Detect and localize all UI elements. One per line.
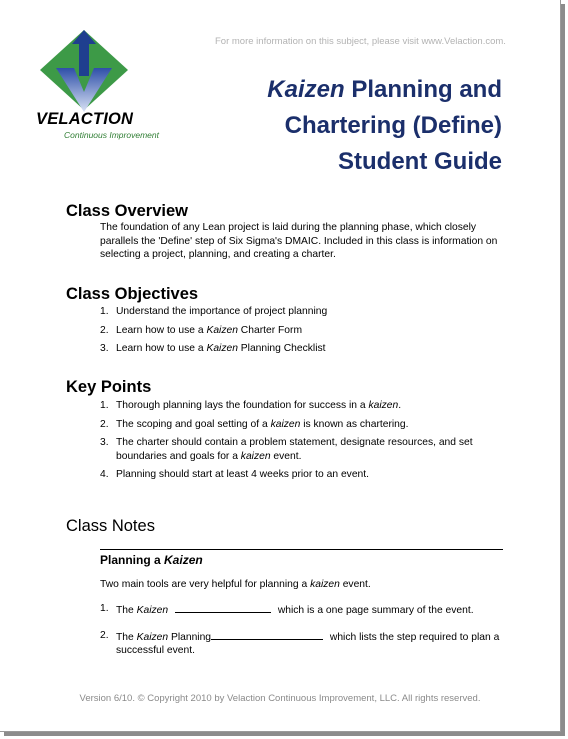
objectives-heading: Class Objectives — [66, 285, 199, 303]
document-title — [267, 72, 502, 180]
list-item: 1. The Kaizen which is a one page summary of the event. — [100, 603, 474, 616]
fill-in-blank[interactable] — [175, 602, 271, 613]
footer-copyright: Version 6/10. © Copyright 2010 by Velaction Continuous Improvement, LLC. All rights reserved. — [79, 693, 481, 704]
logo-tagline: Continuous Improvement — [64, 130, 159, 140]
list-item: 1. Understand the importance of project planning — [100, 306, 328, 317]
title-line3: Student Guide — [338, 148, 502, 175]
key-points-heading: Key Points — [66, 378, 152, 396]
section-divider — [100, 549, 503, 550]
overview-text: The foundation of any Lean project is laid during the planning phase, which closely parallels the 'Define' step of Six Sigma's DMAIC. Included in this class is information on selecting a project, planning, and creating a charter. — [100, 222, 498, 260]
title-line1: Planning and — [344, 76, 502, 103]
title-line2: Chartering (Define) — [284, 112, 502, 139]
list-item: 2. Learn how to use a Kaizen Charter Form — [100, 324, 303, 336]
list-item: 3. The charter should contain a problem statement, designate resources, and set boundaries and goals for a kaizen event. — [100, 437, 473, 462]
notes-list — [100, 602, 510, 658]
header-note: For more information on this subject, please visit www.Velaction.com. — [215, 36, 506, 47]
notes-intro: Two main tools are very helpful for planning a kaizen event. — [100, 579, 371, 590]
list-item: 2. The scoping and goal setting of a kaizen is known as chartering. — [100, 418, 409, 430]
fill-in-blank[interactable] — [211, 629, 323, 640]
overview-heading: Class Overview — [66, 202, 188, 220]
list-item: 2. The Kaizen Planning which lists the step required to plan a successful event. — [100, 629, 500, 656]
logo-name: VELACTION — [36, 110, 134, 128]
key-points-list — [100, 399, 510, 482]
class-notes-heading: Class Notes — [66, 517, 155, 535]
objectives-list — [100, 305, 510, 356]
list-item: 3. Learn how to use a Kaizen Planning Checklist — [100, 343, 326, 354]
title-emphasis: Kaizen — [267, 76, 345, 103]
list-item: 4. Planning should start at least 4 weeks prior to an event. — [100, 469, 369, 480]
notes-subheading: Planning a Kaizen — [100, 553, 203, 567]
list-item: 1. Thorough planning lays the foundation for success in a kaizen. — [100, 400, 402, 411]
